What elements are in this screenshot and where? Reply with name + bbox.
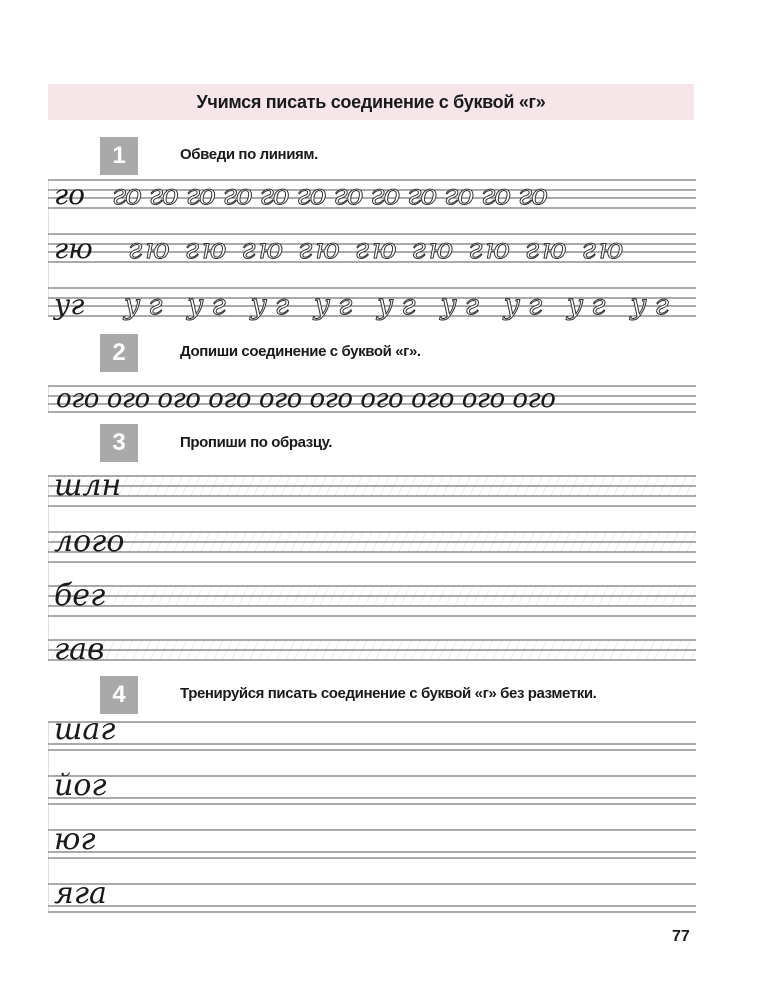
task-1-row-3-trace: уг уг уг уг уг уг уг уг уг (124, 288, 677, 321)
title-bar (48, 84, 694, 120)
task-1-row-2-trace: гю гю гю гю гю гю гю гю гю (128, 232, 627, 265)
task-2-instruction: Допиши соединение с буквой «г». (180, 343, 421, 360)
task-3-instruction: Пропиши по образцу. (180, 434, 333, 451)
task-3-word-2: лого (54, 524, 125, 559)
task-3-word-4: гав (54, 632, 105, 667)
task-number-3: 3 (100, 424, 138, 462)
task-1-row-2-model: гю (54, 232, 93, 265)
task-4-word-1: шаг (54, 712, 116, 747)
task-number-4: 4 (100, 676, 138, 714)
page-number: 77 (672, 928, 690, 945)
page-title: Учимся писать соединение с буквой «г» (196, 92, 546, 112)
task-4-instruction: Тренируйся писать соединение с буквой «г» без разметки. (180, 685, 597, 702)
task-1-row-1-trace: го го го го го го го го го го го го (112, 178, 547, 211)
task-number-1: 1 (100, 137, 138, 175)
task-3-word-1: шлн (54, 468, 122, 503)
task-1-row-1-model: го (54, 178, 86, 211)
task-4-word-2: йог (54, 768, 107, 803)
task-1-instruction: Обведи по линиям. (180, 146, 318, 163)
task-3-word-3: бег (54, 578, 106, 613)
task-3-ruled-lines (48, 474, 696, 664)
task-4-word-3: юг (54, 822, 96, 857)
task-number-2: 2 (100, 334, 138, 372)
task-4-word-4: яга (54, 876, 107, 911)
task-2-words: ого ого ого ого ого ого ого ого ого ого (56, 384, 556, 414)
task-1-row-3-model: уг (54, 288, 85, 321)
task-4-ruled-lines (48, 718, 696, 914)
